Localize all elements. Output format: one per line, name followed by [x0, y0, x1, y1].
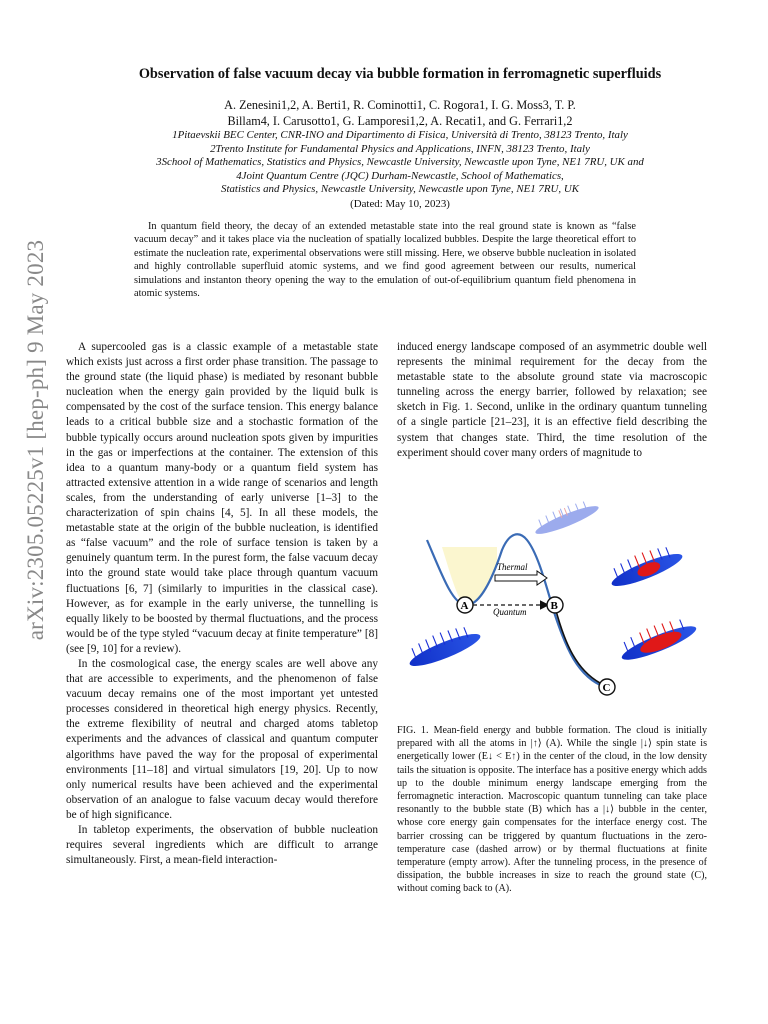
- body-left-column: [66, 340, 378, 868]
- affiliation-2: 2Trento Institute for Fundamental Physics and Applications, INFN, 38123 Trento, Italy: [210, 142, 590, 155]
- body-right-column: [397, 340, 707, 461]
- paragraph: In tabletop experiments, the observation of bubble nucleation requires several ingredients which are difficult to arrange simultaneously. First, a mean-field interaction-: [66, 824, 378, 867]
- cloud-barrier: [531, 495, 601, 538]
- figure-1: [397, 495, 707, 705]
- author-list: [90, 97, 710, 129]
- well-fill: [442, 547, 497, 605]
- thermal-label: Thermal: [497, 562, 528, 572]
- state-b-label: B: [550, 600, 558, 612]
- arxiv-sidebar: [6, 160, 66, 720]
- affiliation-4-cont: Statistics and Physics, Newcastle University, Newcastle upon Tyne, NE1 7RU, UK: [221, 183, 579, 196]
- figure-caption: FIG. 1. Mean-field energy and bubble formation. The cloud is initially prepared with all the atoms in |↑⟩ (A). While the single |↓⟩ spin state is energetically lower (E↓ < E↑) in the center of the cloud, in the low density tails the situation is opposite. The interface has a positive energy which adds up to the double minimum energy landscape emerging from the ferromagnetic interaction. Macroscopic quantum tunneling can take place resonantly to the bubble state (B) which has a |↓⟩ bubble in the center, whose core energy gain compensates for the interface energy cost. The barrier crossing can be triggered by quantum fluctuations in the zero-temperature case (dashed arrow) or by thermal fluctuations at finite temperature (empty arrow). After the tunneling process, in the presence of dissipation, the bubble increases in size to reach the ground state (C), without coming back to (A).: [397, 725, 707, 895]
- arxiv-identifier: arXiv:2305.05225v1 [hep-ph] 9 May 2023: [23, 239, 48, 641]
- affiliations: [90, 129, 710, 197]
- cloud-c: [615, 611, 699, 665]
- cloud-a: [403, 619, 483, 672]
- quantum-label: Quantum: [493, 607, 527, 617]
- paragraph: In the cosmological case, the energy scales are well above any that are accessible to experiments, and the phenomenon of false vacuum decay remains one of the most important yet untested processes considered in theoretical high energy physics. Recently, the extreme flexibility of neutral and charged atoms tabletop experiments and the advances of classical and quantum computer algorithms have paved the way for the proposal of experimental environments [11–18] and virtual simulators [19, 20]. Up to now only numerical results have been achieved and the experimental observation of an analogue to false vacuum decay would therefore be of high significance.: [66, 657, 378, 821]
- state-c-label: C: [602, 682, 611, 694]
- energy-landscape-diagram: [397, 495, 707, 705]
- affiliation-4: 4Joint Quantum Centre (JQC) Durham-Newcastle, School of Mathematics,: [236, 169, 564, 182]
- thermal-arrow: [495, 571, 547, 585]
- authors-line-1: A. Zenesini1,2, A. Berti1, R. Cominotti1, C. Rogora1, I. G. Moss3, T. P.: [224, 98, 576, 112]
- affiliation-1: 1Pitaevskii BEC Center, CNR-INO and Dipartimento di Fisica, Università di Trento, 38123 Trento, Italy: [172, 129, 628, 141]
- state-a-label: A: [460, 600, 469, 612]
- paragraph: A supercooled gas is a classic example of a metastable state which exists just across a first order phase transition. The passage to the ground state (the liquid phase) is mediated by resonant bubble nucleation when the energy gain provided by the liquid bulk is compensated by the cost of the surface tension. This energy balance leads to a critical bubble size and a stochastic formation of the bubble typically occurs around nucleation spots given by impurities in the gas or imperfections at the container. The extension of this idea to a quantum many-body or a quantum field system has attracted extensive attention in a wide range of scenarios and length scales, from the understanding of early universe [1–3] to the characterization of spin chains [4, 5]. In all these models, the metastable state at the origin of the bubble nucleation, is identified as “false vacuum” and the role of surface tension is taken by a genuinely quantum term. In the purest form, the false vacuum decay into the ground state would take place through quantum vacuum fluctuations [6, 7] (similarly to impurities in the classical case). However, as for example in the early universe, the tunnelling is equally likely to be boosted by thermal fluctuations, and the process would be of the type styled “vacuum decay at finite temperature” [8] (see [9, 10] for a review).: [66, 341, 378, 655]
- cloud-b: [605, 539, 685, 592]
- paragraph: induced energy landscape composed of an asymmetric double well represents the minimal requirement for the decay from the metastable state to the absolute ground state via macroscopic tunneling across the energy barrier, followed by relaxation; see sketch in Fig. 1. Second, unlike in the ordinary quantum tunneling of a single particle [21–23], it is an effective field describing the system that changes state. Third, the time resolution of the experiment should cover many orders of magnitude to: [397, 341, 707, 459]
- dated-line: (Dated: May 10, 2023): [350, 198, 450, 210]
- abstract: In quantum field theory, the decay of an extended metastable state into the real ground state is known as “false vacuum decay” and it takes place via the nucleation of spatially localized bubbles. Despite the large theoretical effort to estimate the nucleation rate, experimental observations were still missing. Here, we observe bubble nucleation in isolated and highly controllable superfluid atomic systems, and we find good agreement between our results, numerical simulations and instanton theory opening the way to the emulation of out-of-equilibrium quantum field phenomena in atomic systems.: [134, 221, 636, 300]
- affiliation-3: 3School of Mathematics, Statistics and Physics, Newcastle University, Newcastle upon Tyne, NE1 7RU, UK and: [156, 156, 644, 169]
- authors-line-2: Billam4, I. Carusotto1, G. Lamporesi1,2, A. Recati1, and G. Ferrari1,2: [227, 114, 573, 128]
- relaxation-path: [555, 607, 600, 683]
- paper-title: Observation of false vacuum decay via bubble formation in ferromagnetic superfluids: [138, 66, 662, 82]
